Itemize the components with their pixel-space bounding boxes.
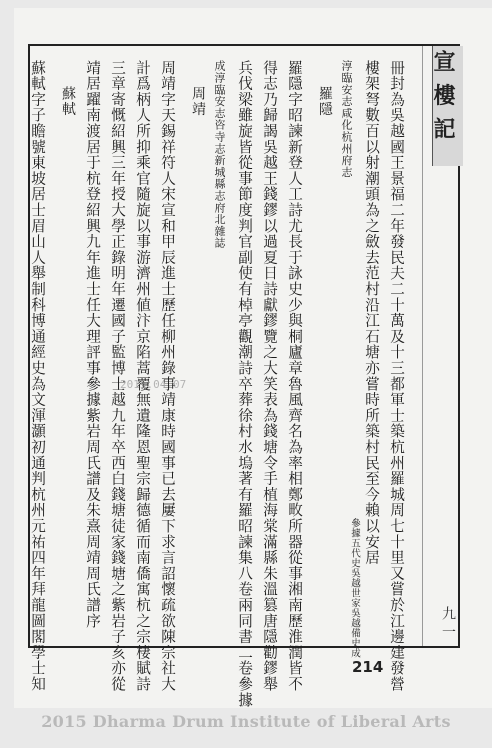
text-column: 羅隱字昭諫新登人工詩尤長于詠史少與桐廬章魯風齊名為率相鄭畋所器從事湘南歷淮潤皆不 <box>286 60 303 692</box>
section-heading: 羅隱 <box>317 86 333 117</box>
annotation-column: 淳臨安志咸化杭州府志 <box>340 60 353 178</box>
watermark: 2015 Dharma Drum Institute of Liberal Arts <box>41 712 451 731</box>
date-stamp: 2015.04.07 <box>120 378 187 391</box>
running-title: 宣 樓 記 <box>430 50 456 142</box>
section-heading: 蘇軾 <box>60 86 76 117</box>
column-separator <box>422 46 423 646</box>
text-column: 冊封為吳越國王景福二年發民夫二十萬及十三都軍士築杭州羅城周七十里又嘗於江邊建發營 <box>388 60 405 692</box>
text-column: 得志乃歸謁吳越王錢鏐以過夏日詩獻鏐覽之大笑表為錢塘令手植海棠滿縣朱溫篡唐隱勸鏐舉 <box>261 60 278 692</box>
annotation-column: 成淳臨安志咨寺志新城縣志府北雜誌 <box>213 60 226 249</box>
text-column: 計爲柄人所抑乘官隨旋以事游濟州値汴京陷蒿覆無遺隆恩聖宗歸德循而南僑寓杭之宗棲賦詩 <box>134 60 151 692</box>
folio-marker: 九 一 <box>440 606 456 639</box>
text-column: 周靖字天錫祥符人宋宣和甲辰進士歷任柳州錄事靖康時國事已去屢下求言詔懷疏欲陳宗社大 <box>159 60 176 692</box>
text-column: 靖居躍南渡居于杭登紹興九年進士任大理評事參據紫岩周氏譜及朱熹周靖周氏譜序 <box>84 60 101 629</box>
annotation-column: 參據五代史吳越世家吳越備史成 <box>349 518 360 658</box>
text-column: 三章寄慨紹興三年授大學正錄明年遷國子監博士越九年卒西白錢塘徒家錢塘之紫岩子亥亦從 <box>109 60 126 692</box>
text-column: 樓架弩數百以射潮頭為之斂去范村沿江石塘亦嘗時所築村民至今賴以安居 <box>363 60 380 566</box>
text-column: 蘇軾字子瞻號東坡居士眉山人舉制科博通經史為文渾灝初通判杭州元祐四年拜龍圖閣學士知 <box>29 60 46 692</box>
page-number: 214 <box>352 658 384 676</box>
text-column: 兵伐梁雖旋皆從事節度判官副使有棹亭觀潮詩卒葬徐村水塢著有羅昭諫集八卷兩同書二卷參據 <box>236 60 253 708</box>
section-heading: 周靖 <box>190 86 206 117</box>
